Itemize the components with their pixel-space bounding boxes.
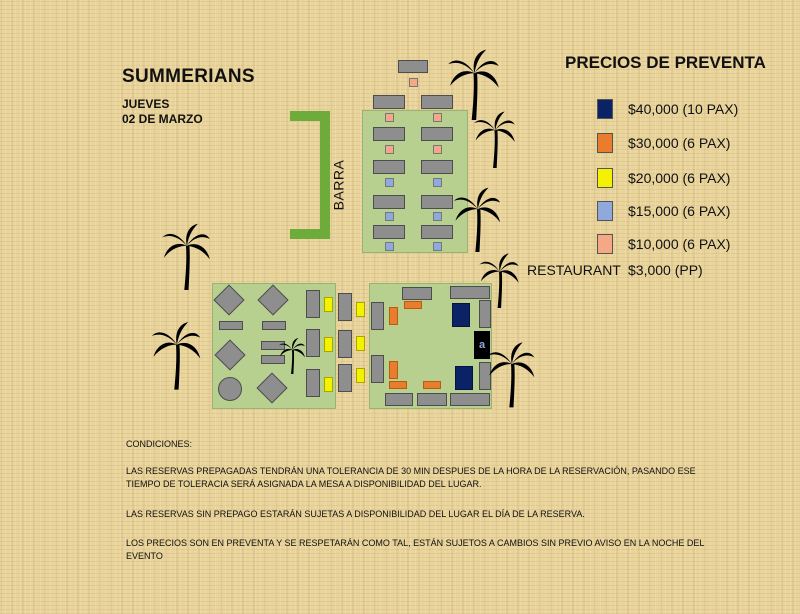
table-bench (219, 321, 243, 330)
seat-yellow (356, 336, 365, 351)
seat-blue (433, 212, 442, 221)
price-swatch-navy (597, 99, 613, 119)
price-label-yellow: $20,000 (6 PAX) (628, 170, 731, 186)
seat-orange (404, 301, 422, 309)
table-vertical (338, 364, 352, 392)
bar-label: BARRA (330, 159, 347, 211)
seat-yellow (324, 377, 333, 392)
table-horizontal (402, 287, 432, 300)
condition-paragraph: LOS PRECIOS SON EN PREVENTA Y SE RESPETARÁN COMO TAL, ESTÁN SUJETOS A CAMBIOS SIN PREVIO AVISO EN LA NOCHE DEL EVENTO (126, 538, 704, 561)
palm-tree-icon (472, 110, 517, 168)
table-top (373, 127, 405, 141)
seat-yellow (324, 297, 333, 312)
price-label-blue: $15,000 (6 PAX) (628, 203, 731, 219)
price-swatch-blue (597, 201, 613, 221)
price-swatch-orange (597, 133, 613, 153)
table-top (421, 160, 453, 174)
price-label-salmon: $10,000 (6 PAX) (628, 236, 731, 252)
seat-salmon (385, 145, 394, 154)
table-top-entry (398, 60, 428, 73)
table-vertical (371, 302, 384, 330)
table-top (421, 195, 453, 209)
table-top (373, 225, 405, 239)
seat-navy (452, 303, 470, 327)
palm-tree-icon (452, 186, 502, 252)
seat-orange (389, 361, 398, 379)
seat-yellow (324, 337, 333, 352)
table-horizontal (385, 393, 413, 406)
table-top (373, 160, 405, 174)
table-bench (262, 321, 286, 330)
seat-salmon (385, 113, 394, 122)
conditions-heading: CONDICIONES: (126, 439, 193, 449)
seat-blue (433, 242, 442, 251)
seat-salmon (433, 145, 442, 154)
table-vertical (371, 355, 384, 383)
palm-tree-icon (160, 222, 212, 290)
seat-blue (385, 242, 394, 251)
stage-block: a (474, 331, 490, 359)
table-horizontal (450, 393, 490, 406)
table-horizontal (417, 393, 447, 406)
seat-salmon (433, 113, 442, 122)
restaurant-label: RESTAURANT (527, 262, 621, 278)
bar-counter-side (320, 111, 330, 239)
palm-tree-icon (278, 337, 306, 374)
table-round (218, 377, 242, 401)
price-label-navy: $40,000 (10 PAX) (628, 101, 739, 117)
table-top (421, 225, 453, 239)
palm-tree-icon (150, 320, 202, 390)
price-swatch-salmon (597, 234, 613, 254)
seat-orange (423, 381, 441, 389)
table-vertical (306, 290, 320, 318)
table-vertical (338, 330, 352, 358)
palm-tree-icon (486, 340, 536, 408)
table-vertical (306, 329, 320, 357)
seat-orange (389, 381, 407, 389)
seat-yellow (356, 368, 365, 383)
table-vertical (338, 293, 352, 321)
seat-salmon (409, 78, 418, 87)
price-label-orange: $30,000 (6 PAX) (628, 135, 731, 151)
seat-orange (389, 307, 398, 325)
seat-navy (455, 366, 473, 390)
prices-title: PRECIOS DE PREVENTA (565, 53, 766, 72)
seat-blue (385, 178, 394, 187)
condition-paragraph: LAS RESERVAS SIN PREPAGO ESTARÁN SUJETAS A DISPONIBILIDAD DEL LUGAR EL DÍA DE LA RESERVA. (126, 509, 585, 519)
palm-tree-icon (478, 252, 520, 308)
event-date: 02 DE MARZO (122, 112, 203, 126)
seat-yellow (356, 302, 365, 317)
condition-paragraph: LAS RESERVAS PREPAGADAS TENDRÁN UNA TOLERANCIA DE 30 MIN DESPUES DE LA HORA DE LA RESERVACIÓN, PASANDO ESE TIEMPO DE TOLERACIA SERÁ ASIGNADA LA MESA A DISPONIBILIDAD DEL LUGAR. (126, 466, 696, 489)
seat-blue (433, 178, 442, 187)
table-vertical (306, 369, 320, 397)
seat-blue (385, 212, 394, 221)
table-top (373, 195, 405, 209)
restaurant-price: $3,000 (PP) (628, 262, 703, 278)
bar-counter-bottom (290, 229, 330, 239)
table-top (421, 127, 453, 141)
table-top (373, 95, 405, 109)
event-title: SUMMERIANS (122, 66, 255, 87)
event-day: JUEVES (122, 97, 170, 111)
price-swatch-yellow (597, 168, 613, 188)
